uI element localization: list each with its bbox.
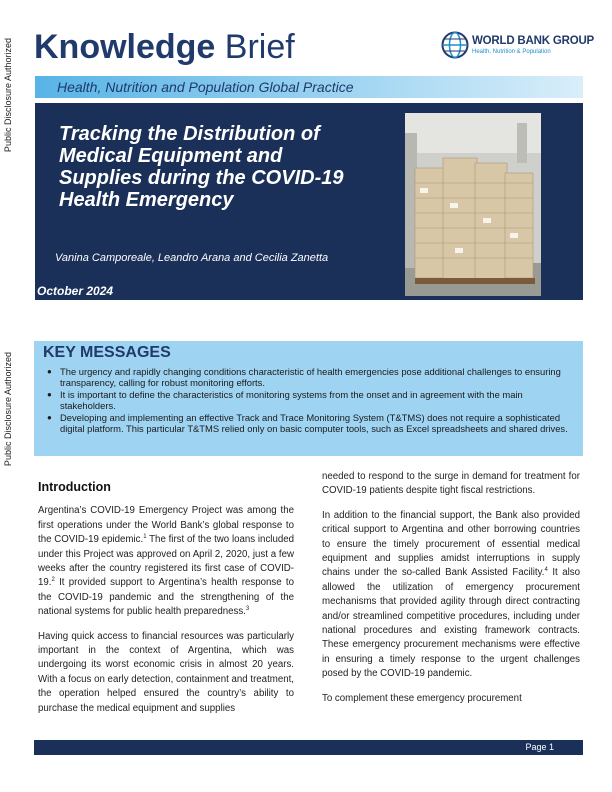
text: Argentina’s COVID-19 Emergency Project was among the first operations under the World Bank’s global response to the COVID-19 epidemic.: [38, 505, 294, 546]
hero-panel: [35, 103, 583, 300]
warehouse-photo: [405, 113, 541, 296]
key-message-text: The urgency and rapidly changing conditions characteristic of health emergencies pose additional challenges to ensuring transparency, calling for robust monitoring efforts.: [60, 366, 561, 389]
footnote-ref[interactable]: 4: [544, 567, 548, 574]
disclosure-label-bottom: Public Disclosure Authorized: [3, 352, 13, 467]
key-messages-title: KEY MESSAGES: [43, 344, 171, 361]
brief-title: Tracking the Distribution of Medical Equipment and Supplies during the COVID-19 Health Emergency: [59, 123, 344, 211]
page-title: [34, 28, 295, 67]
page-number: Page 1: [525, 742, 554, 752]
bullet-icon: ●: [47, 412, 52, 422]
key-message-text: Developing and implementing an effective Track and Trace Monitoring System (T&TMS) does not require a sophisticated digital platform. This particular T&TMS relied only on basic computer tools, such as Excel spreadsheets and shared drives.: [60, 411, 568, 435]
paragraph: Having quick access to financial resources was particularly important in the context of Argentina, which was undergoing its worst economic crisis in almost 20 years. With a focus on early detection, containment and treatment, the operation helped ensured the country’s ability to purchase the medical equipment and supplies: [38, 630, 294, 714]
practice-banner: [35, 76, 583, 98]
logo-subtitle: Health, Nutrition & Population: [472, 49, 551, 55]
key-messages-list: [44, 366, 578, 434]
title-rest: Brief: [224, 28, 295, 66]
body-column-left: [38, 470, 294, 726]
key-message-item: [44, 412, 578, 435]
globe-icon: [441, 31, 469, 59]
authors: Vanina Camporeale, Leandro Arana and Cecilia Zanetta: [55, 252, 329, 264]
paragraph: [38, 504, 294, 619]
logo-name: WORLD BANK GROUP: [472, 35, 595, 47]
footnote-ref[interactable]: 1: [143, 533, 147, 540]
footnote-ref[interactable]: 2: [51, 577, 55, 584]
text: It provided support to Argentina’s health response to the COVID-19 pandemic and the strengthening of the national systems for public health preparedness.: [38, 577, 294, 618]
practice-label: Health, Nutrition and Population Global Practice: [57, 79, 354, 95]
text: In addition to the financial support, the Bank also provided critical support to Argentina and other borrowing countries to ensure the timely procurement of essential medical equipment and supplies amidst interruptions in supply chains under the so-called Bank Assisted Facility.: [322, 509, 580, 579]
key-message-item: [44, 366, 578, 389]
text: It also allowed the utilization of emergency procurement mechanisms that provided agility through direct contracting and/or streamlined competitive procedures, including under national procedures and existing framework contracts. These emergency procurement mechanisms were effective in ensuring a timely response to the urgent challenges posed by the COVID-19 pandemic.: [322, 567, 581, 680]
key-messages-box: [34, 341, 583, 456]
publication-date: October 2024: [37, 284, 114, 298]
key-message-text: It is important to define the characteristics of monitoring systems from the onset and in agreement with the main stakeholders.: [60, 388, 523, 412]
page-footer: [34, 740, 583, 755]
body-column-right: [322, 470, 580, 716]
world-bank-logo: [441, 31, 595, 63]
paragraph: needed to respond to the surge in demand for treatment for COVID-19 patients despite tight fiscal restrictions.: [322, 471, 580, 497]
bullet-icon: ●: [47, 389, 52, 399]
text: The first of the two loans included under this Project was approved on April 2, 2020, just a few weeks after the country registered its first case of COVID-19.: [38, 534, 294, 589]
paragraph: To complement these emergency procurement: [322, 692, 522, 704]
paragraph: [322, 509, 580, 682]
section-heading: Introduction: [38, 480, 111, 494]
footnote-ref[interactable]: 3: [245, 606, 250, 613]
title-bold: Knowledge: [34, 28, 216, 66]
bullet-icon: ●: [47, 367, 52, 376]
disclosure-label-top: Public Disclosure Authorized: [3, 38, 13, 153]
key-message-item: [44, 389, 578, 412]
